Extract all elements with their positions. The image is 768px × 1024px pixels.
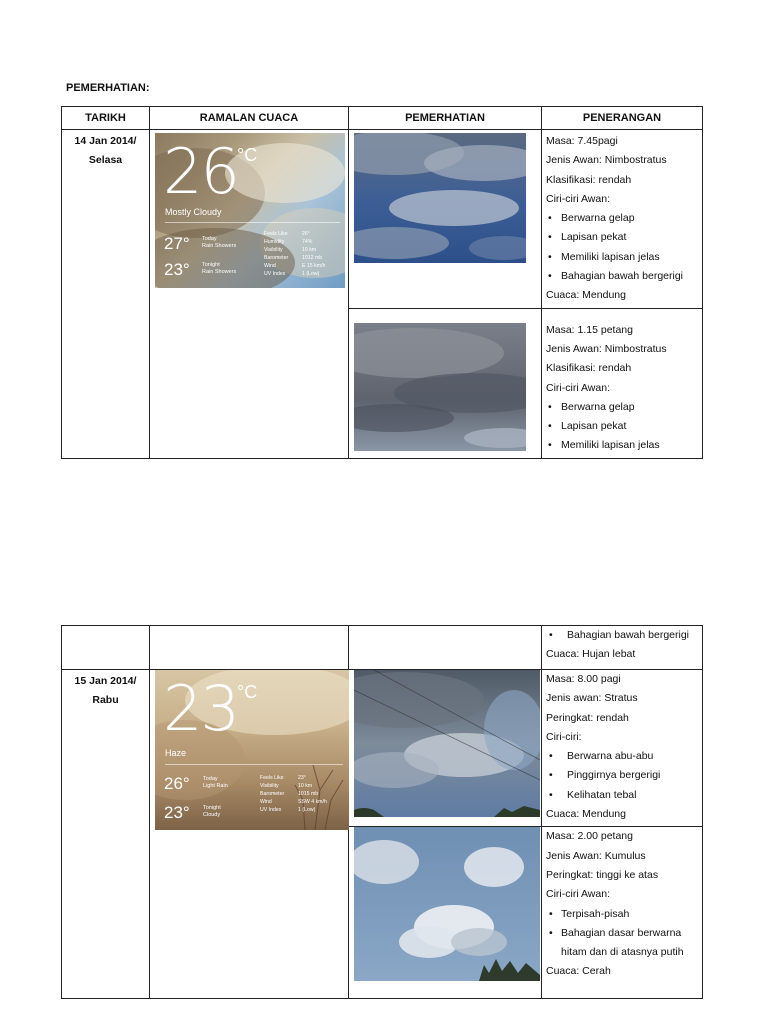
col-header-tarikh: TARIKH: [62, 107, 150, 130]
description-cell: [542, 308, 703, 458]
desc-line: Jenis awan: Stratus: [546, 692, 638, 705]
cloud-photo: [354, 827, 540, 981]
list-item: • Bahagian bawah bergerigi: [546, 626, 698, 645]
weather-detail-row: [260, 774, 327, 782]
forecast-cell: [150, 670, 349, 999]
photo-cell: [349, 827, 542, 999]
feature-list: [546, 905, 698, 944]
temp-unit: °C: [237, 682, 258, 702]
desc-line: Jenis Awan: Kumulus: [546, 849, 646, 862]
list-item: • Bahagian dasar berwarna: [546, 924, 698, 943]
cloud-photo: [354, 133, 526, 263]
list-item: • Berwarna gelap: [546, 398, 698, 417]
weather-detail-row: [260, 790, 327, 798]
detail-value: 1012 mb: [302, 255, 323, 261]
empty-cell: [349, 626, 542, 670]
current-temp: 26: [163, 135, 238, 208]
list-item: • Berwarna abu-abu: [546, 747, 698, 766]
observation-table-2: [61, 625, 703, 999]
today-info: Today Rain Showers: [202, 236, 237, 249]
desc-line: Masa: 2.00 petang: [546, 830, 633, 843]
empty-cell: [150, 626, 349, 670]
desc-line: Klasifikasi: rendah: [546, 362, 632, 375]
feature-list: [546, 747, 698, 805]
detail-key: UV Index: [264, 271, 286, 277]
tonight-temp: 23°: [164, 260, 190, 279]
weather-detail-row: [260, 806, 327, 814]
detail-value: 10 km: [302, 247, 317, 253]
date-cell: [62, 130, 150, 459]
today-temp: 26°: [164, 774, 190, 793]
cloud-photo: [354, 323, 526, 451]
table-header-row: [62, 107, 703, 130]
desc-line: Ciri-ciri Awan:: [546, 381, 610, 394]
photo-cell: [349, 130, 542, 309]
detail-value: SSW 4 km/h: [298, 799, 327, 805]
condition-label: Haze: [165, 748, 187, 758]
forecast-cell: [150, 130, 349, 459]
list-item-continuation: hitam dan di atasnya putih: [561, 946, 684, 959]
empty-cell: [62, 626, 150, 670]
date-cell: [62, 670, 150, 999]
description-cell: [542, 670, 703, 827]
today-temp: 27°: [164, 234, 190, 253]
desc-line: Klasifikasi: rendah: [546, 173, 632, 186]
detail-value: 23°: [298, 775, 306, 781]
weather-result: Cuaca: Mendung: [546, 289, 626, 302]
detail-key: Visibility: [260, 783, 279, 789]
feature-list: [546, 209, 698, 286]
detail-key: Wind: [264, 263, 276, 269]
list-item: • Memiliki lapisan jelas: [546, 248, 698, 267]
weather-widget: [155, 670, 349, 830]
detail-value: 1 (Low): [302, 271, 320, 277]
weather-details: [260, 774, 327, 814]
observation-table-1: [61, 106, 703, 459]
list-item: • Lapisan pekat: [546, 228, 698, 247]
weather-detail-row: [264, 238, 325, 246]
divider: [165, 222, 340, 223]
detail-key: Visibility: [264, 247, 283, 253]
photo-cell: [349, 670, 542, 827]
feature-list: [546, 398, 698, 456]
desc-line: Ciri-ciri:: [546, 730, 582, 743]
tonight-info: Tonight Rain Showers: [202, 262, 237, 275]
desc-line: Ciri-ciri Awan:: [546, 888, 610, 901]
detail-value: 26°: [302, 231, 310, 237]
weather-detail-row: [264, 262, 325, 270]
feature-list: [546, 626, 698, 645]
divider: [165, 764, 343, 765]
description-cell: [542, 827, 703, 999]
list-item: • Berwarna gelap: [546, 209, 698, 228]
weather-details: [264, 230, 325, 278]
detail-value: 74%: [302, 239, 313, 245]
table-row: [62, 626, 703, 670]
weather-result: Cuaca: Cerah: [546, 965, 611, 978]
desc-line: Masa: 1.15 petang: [546, 323, 633, 336]
day-line: Rabu: [92, 694, 119, 706]
list-item: • Lapisan pekat: [546, 417, 698, 436]
desc-line: Peringkat: tinggi ke atas: [546, 868, 659, 881]
section-heading: PEMERHATIAN:: [66, 82, 150, 94]
detail-key: Feels Like: [260, 775, 284, 781]
detail-value: 1015 mb: [298, 791, 319, 797]
detail-key: Feels Like: [264, 231, 288, 237]
table-row: [62, 670, 703, 827]
list-item: • Kelihatan tebal: [546, 786, 698, 805]
detail-key: UV Index: [260, 807, 282, 813]
table-row: [62, 130, 703, 309]
detail-key: Barometer: [264, 255, 289, 261]
col-header-pemerhatian: PEMERHATIAN: [349, 107, 542, 130]
tonight-info: Tonight Cloudy: [203, 805, 221, 818]
weather-detail-row: [260, 782, 327, 790]
detail-key: Humidity: [264, 239, 285, 245]
list-item: • Terpisah-pisah: [546, 905, 698, 924]
detail-value: 1 (Low): [298, 807, 316, 813]
cloud-photo: [354, 670, 540, 817]
description-cell: [542, 626, 703, 670]
detail-key: Wind: [260, 799, 272, 805]
date-line: 14 Jan 2014/: [74, 135, 137, 147]
col-header-ramalan: RAMALAN CUACA: [150, 107, 349, 130]
desc-line: Masa: 8.00 pagi: [546, 673, 621, 685]
day-line: Selasa: [88, 154, 123, 166]
condition-label: Mostly Cloudy: [165, 207, 222, 217]
list-item: • Pinggirnya bergerigi: [546, 766, 698, 785]
temp-unit: °C: [237, 145, 258, 165]
tonight-temp: 23°: [164, 803, 190, 822]
photo-cell: [349, 308, 542, 458]
today-info: Today Light Rain: [203, 776, 228, 789]
current-temp: 23: [163, 672, 238, 745]
col-header-penerangan: PENERANGAN: [542, 107, 703, 130]
weather-detail-row: [264, 254, 325, 262]
detail-key: Barometer: [260, 791, 285, 797]
detail-value: E 15 km/h: [302, 263, 326, 269]
list-item: • Memiliki lapisan jelas: [546, 436, 698, 455]
desc-line: Masa: 7.45pagi: [546, 135, 618, 147]
desc-line: Peringkat: rendah: [546, 711, 629, 724]
weather-result: Cuaca: Hujan lebat: [546, 648, 636, 661]
desc-line: Jenis Awan: Nimbostratus: [546, 154, 667, 167]
list-item: • Bahagian bawah bergerigi: [546, 267, 698, 286]
weather-result: Cuaca: Mendung: [546, 808, 626, 821]
weather-detail-row: [264, 230, 325, 238]
weather-detail-row: [264, 270, 325, 278]
weather-detail-row: [260, 798, 327, 806]
desc-line: Ciri-ciri Awan:: [546, 192, 610, 205]
weather-detail-row: [264, 246, 325, 254]
desc-line: Jenis Awan: Nimbostratus: [546, 342, 667, 355]
weather-widget: [155, 133, 345, 288]
date-line: 15 Jan 2014/: [74, 675, 137, 687]
detail-value: 10 km: [298, 783, 313, 789]
description-cell: [542, 130, 703, 309]
